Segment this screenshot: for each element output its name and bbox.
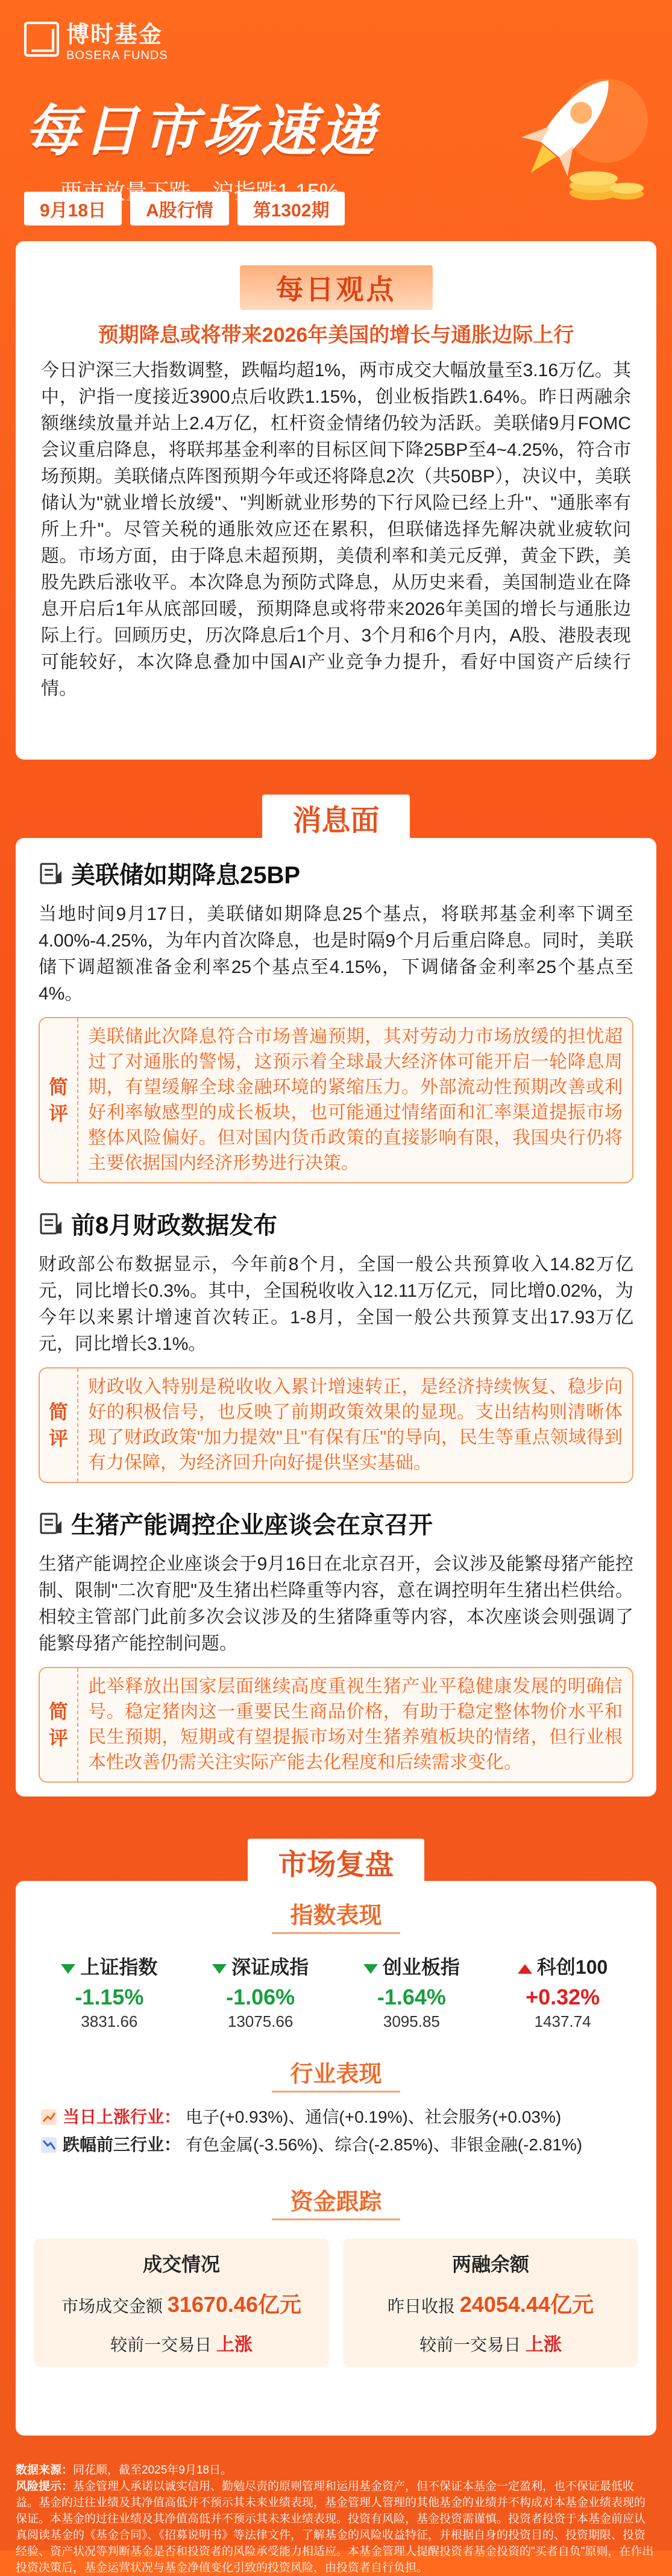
footer-disclaimer: 数据来源：同花顺，截至2025年9月18日。 风险提示：基金管理人承诺以诚实信用、勤勉尽责的原则管理和运用基金资产，但不保证本基金一定盈利，也不保证最低收益。基金的过往业绩及其净值高低并不预示其未来业绩表现，基金管理人管理的其他基金的业绩并不构成对本基金业绩表现的保证。本基金的过往业绩及其净值高低并不预示其未来业绩表现。投资有风险，基金投资需谨慎。投资者投资于本基金前应认真阅读基金的《基金合同》、《招募说明书》等法律文件，了解基金的风险收益特征，并根据自身的投资目的、投资期限、投资经验、资产状况等判断基金是否和投资者的风险承受能力相适应。本基金管理人提醒投资者基金投资的"买者自负"原则，在作出投资决策后，基金运营状况与基金净值变化引致的投资风险，由投资者自行负担。 — [16, 2464, 654, 2574]
news-item-body: 生猪产能调控企业座谈会于9月16日在北京召开，会议涉及能繁母猪产能控制、限制"二次育肥"及生猪出栏降重等内容，意在调控明年生猪出栏供给。相较主管部门此前多次会议涉及的生猪降重等内容，本次座谈会则强调了能繁母猪产能控制问题。 — [39, 1554, 633, 1654]
news-item-title: 美联储如期降息25BP — [71, 862, 301, 889]
data-source: 同花顺，截至2025年9月18日。 — [73, 2464, 232, 2477]
news-card — [16, 838, 656, 1797]
brand-name: 博时基金 — [66, 22, 163, 48]
news-item-title: 生猪产能调控企业座谈会在京召开 — [71, 1512, 433, 1538]
document-icon — [39, 1511, 63, 1535]
news-item-body: 当地时间9月17日，美联储如期降息25个基点，将联邦基金利率下调至4.00%-4.25%，为年内首次降息，也是时隔9个月后重启降息。同时，美联储下调超额准备金利率25个基点至4.15%，下调储备金利率25个基点至4%。 — [39, 904, 633, 1004]
rocket-coins-icon — [467, 54, 648, 211]
market-card — [16, 1881, 656, 2436]
risk-warning: 基金管理人承诺以诚实信用、勤勉尽责的原则管理和运用基金资产，但不保证本基金一定盈利，也不保证最低收益。基金的过往业绩及其净值高低并不预示其未来业绩表现，基金管理人管理的其他基金的业绩并不构成对本基金业绩表现的保证。本基金的过往业绩及其净值高低并不预示其未来业绩表现。投资有风险，基金投资需谨慎。投资者投资于本基金前应认真阅读基金的《基金合同》、《招募说明书》等法律文件，了解基金的风险收益特征，并根据自身的投资目的、投资期限、投资经验、资产状况等判断基金是否和投资者的风险承受能力相适应。本基金管理人提醒投资者基金投资的"买者自负"原则，在作出投资决策后，基金运营状况与基金净值变化引致的投资风险，由投资者自行负担。 — [16, 2480, 654, 2574]
issue-tags — [24, 192, 353, 225]
news-item — [39, 856, 633, 1183]
news-label: 消息面 — [262, 795, 409, 841]
margin-value: 24054.44亿元 — [459, 2292, 594, 2317]
up-arrow-icon — [518, 1964, 532, 1974]
news-comment-text: 财政收入特别是税收收入累计增速转正，是经济持续恢复、稳步向好的积极信号，也反映了前期政策效果的显现。支出结构则清晰体现了财政政策"加力提效"且"有保有压"的导向，民生等重点领域得到有力保障，为经济回升向好提供坚实基础。 — [88, 1377, 623, 1473]
index-list — [34, 1952, 638, 2031]
trend-up-icon — [40, 2108, 58, 2126]
category-tag: A股行情 — [130, 192, 229, 225]
daily-view-label: 每日观点 — [240, 265, 433, 310]
news-comment: 简 评 此举释放出国家层面继续高度重视生猪产业平稳健康发展的明确信号。稳定猪肉这一重要民生商品价格，有助于稳定整体物价水平和民生预期，短期或有望提振市场对生猪养殖板块的情绪，但行业根本性改善仍需关注实际产能去化程度和后续需求变化。 — [39, 1667, 633, 1783]
industry-up-row: 当日上涨行业： 电子(+0.93%)、通信(+0.19%)、社会服务(+0.03%) — [40, 2103, 638, 2131]
turnover-title: 成交情况 — [142, 2253, 220, 2275]
industry-down-row: 跌幅前三行业： 有色金属(-3.56%)、综合(-2.85%)、非银金融(-2.81%) — [40, 2131, 638, 2159]
index-value: 3095.85 — [383, 2012, 440, 2030]
brand-name-en: BOSERA FUNDS — [66, 49, 168, 62]
news-item — [39, 1506, 633, 1783]
bosera-logo-icon — [24, 22, 59, 57]
index-item: 创业板指 -1.64% 3095.85 — [339, 1952, 484, 2031]
issue-number-tag: 第1302期 — [237, 192, 345, 225]
market-label: 市场复盘 — [248, 1839, 424, 1885]
daily-view-body: 今日沪深三大指数调整，跌幅均超1%，两市成交大幅放量至3.16万亿。其中，沪指一度接近3900点后收跌1.15%，创业板指跌1.64%。昨日两融余额继续放量并站上2.4万亿，杠杆资金情绪仍较为活跃。美联储9月FOMC会议重启降息，将联邦基金利率的目标区间下降25BP至4~4.25%，符合市场预期。美联储点阵图预期今年或还将降息2次（共50BP），决议中，美联储认为"就业增长放缓"、"判断就业形势的下行风险已经上升"、"通胀率有所上升"。尽管关税的通胀效应还在累积，但联储选择先解决就业疲软问题。市场方面，由于降息未超预期，美债利率和美元反弹，黄金下跌，美股先跌后涨收平。本次降息为预防式降息，从历史来看，美国制造业在降息开启后1年从底部回暖，预期降息或将带来2026年美国的增长与通胀边际上行。回顾历史，历次降息后1个月、3个月和6个月内，A股、港股表现可能较好，本次降息叠加中国AI产业竞争力提升，看好中国资产后续行情。 — [41, 361, 631, 699]
document-icon — [39, 861, 63, 886]
turnover-box: 成交情况 市场成交金额 31670.46亿元 较前一交易日 上涨 — [34, 2238, 329, 2367]
index-pct: -1.06% — [226, 1985, 295, 2009]
indices-label: 指数表现 — [272, 1897, 400, 1934]
index-item: 深证成指 -1.06% 13075.66 — [188, 1952, 333, 2031]
news-comment-text: 美联储此次降息符合市场普遍预期，其对劳动力市场放缓的担忧超过了对通胀的警惕，这预示着全球最大经济体可能开启一轮降息周期，有望缓解全球金融环境的紧缩压力。外部流动性预期改善或利好利率敏感型的成长板块，也可能通过情绪面和汇率渠道提振市场整体风险偏好。但对国内货币政策的直接影响有限，我国央行仍将主要依据国内经济形势进行决策。 — [88, 1027, 623, 1173]
daily-view-card — [16, 241, 656, 760]
index-item: 上证指数 -1.15% 3831.66 — [37, 1952, 181, 2031]
news-item-title: 前8月财政数据发布 — [71, 1212, 278, 1239]
funds-label: 资金跟踪 — [272, 2183, 400, 2220]
trend-down-icon — [40, 2136, 58, 2154]
index-pct: +0.32% — [526, 1985, 600, 2009]
down-arrow-icon — [61, 1964, 75, 1974]
index-value: 13075.66 — [227, 2012, 294, 2030]
news-item-body: 财政部公布数据显示，今年前8个月，全国一般公共预算收入14.82万亿元，同比增长0.3%。其中，全国税收收入12.11万亿元，同比增0.02%，为今年以来累计增速首次转正。1-8月，全国一般公共预算支出17.93万亿元，同比增长3.1%。 — [39, 1255, 633, 1354]
index-pct: -1.15% — [75, 1985, 144, 2009]
news-section-header — [0, 795, 672, 841]
index-value: 1437.74 — [534, 2012, 591, 2030]
down-arrow-icon — [212, 1964, 227, 1974]
market-section-header — [0, 1839, 672, 1885]
turnover-value: 31670.46亿元 — [167, 2292, 301, 2317]
index-value: 3831.66 — [81, 2012, 138, 2030]
margin-title: 两融余额 — [451, 2253, 529, 2275]
index-item: 科创100 +0.32% 1437.74 — [491, 1952, 635, 2031]
date-tag: 9月18日 — [24, 192, 122, 225]
news-comment: 简 评 美联储此次降息符合市场普遍预期，其对劳动力市场放缓的担忧超过了对通胀的警惕，这预示着全球最大经济体可能开启一轮降息周期，有望缓解全球金融环境的紧缩压力。外部流动性预期改善或利好利率敏感型的成长板块，也可能通过情绪面和汇率渠道提振市场整体风险偏好。但对国内货币政策的直接影响有限，我国央行仍将主要依据国内经济形势进行决策。 — [39, 1017, 633, 1183]
page-title: 每日市场速递 — [24, 101, 379, 162]
news-comment: 简 评 财政收入特别是税收收入累计增速转正，是经济持续恢复、稳步向好的积极信号，也反映了前期政策效果的显现。支出结构则清晰体现了财政政策"加力提效"且"有保有压"的导向，民生等重点领域得到有力保障，为经济回升向好提供坚实基础。 — [39, 1367, 633, 1483]
index-pct: -1.64% — [377, 1985, 446, 2009]
document-icon — [39, 1212, 63, 1236]
news-item — [39, 1206, 633, 1483]
header — [0, 0, 672, 253]
margin-box: 两融余额 昨日收报 24054.44亿元 较前一交易日 上涨 — [343, 2238, 638, 2367]
daily-view-headline: 预期降息或将带来2026年美国的增长与通胀边际上行 — [98, 324, 574, 347]
news-comment-text: 此举释放出国家层面继续高度重视生猪产业平稳健康发展的明确信号。稳定猪肉这一重要民生商品价格，有助于稳定整体物价水平和民生预期，短期或有望提振市场对生猪养殖板块的情绪，但行业根本性改善仍需关注实际产能去化程度和后续需求变化。 — [88, 1677, 623, 1772]
down-arrow-icon — [363, 1964, 378, 1974]
industry-label: 行业表现 — [272, 2055, 400, 2093]
